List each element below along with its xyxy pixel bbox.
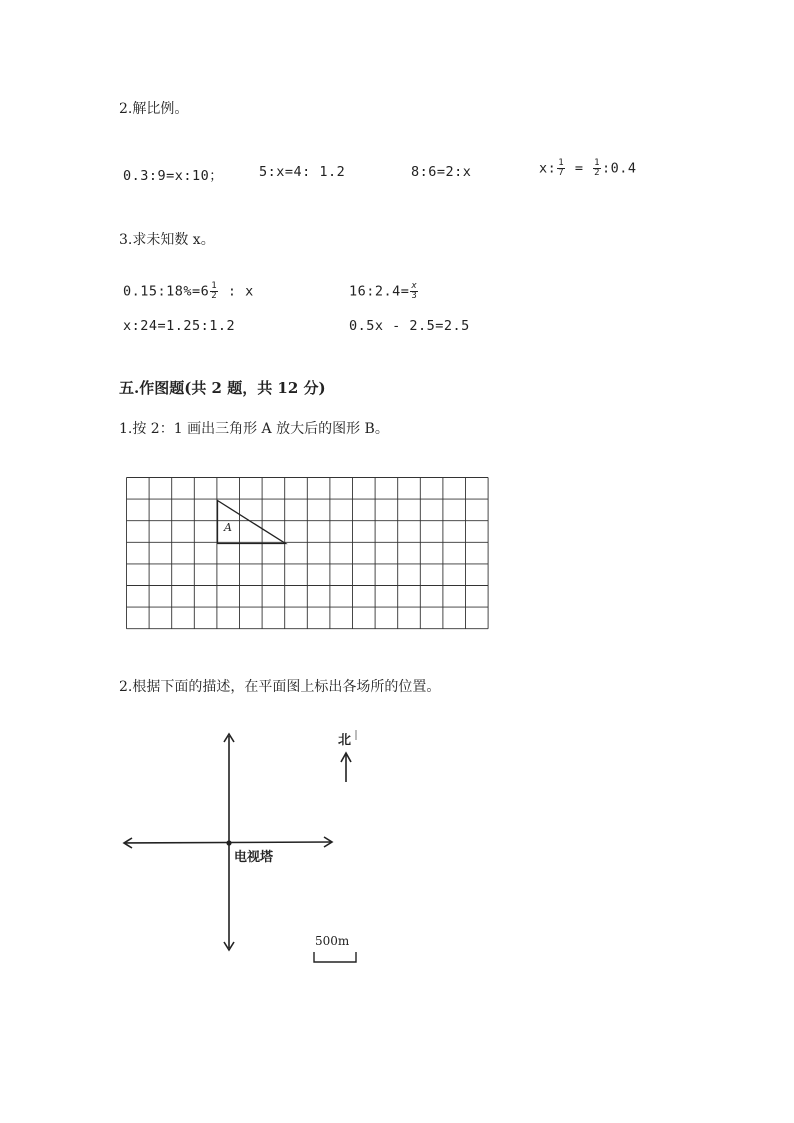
fraction-one-half <box>210 282 218 301</box>
proportion-item-3: 8:6=2:x <box>411 164 472 180</box>
fraction-numerator: 1 <box>558 158 565 168</box>
fraction-one-seventh <box>557 159 565 178</box>
triangle-a-label: A <box>224 521 232 534</box>
equals-sign: = <box>566 160 593 177</box>
item-4-suffix: :0.4 <box>602 160 637 177</box>
unknown-item-4: 0.5x - 2.5=2.5 <box>349 318 470 334</box>
origin-label: 电视塔 <box>234 850 274 865</box>
scale-label: 500m <box>315 934 350 948</box>
proportion-item-2: 5:x=4: 1.2 <box>259 164 346 180</box>
proportion-item-1: 0.3:9=x:10； <box>123 168 224 184</box>
proportion-item-4 <box>539 159 637 178</box>
item-4-prefix: x: <box>539 160 557 177</box>
fraction-numerator: x <box>411 281 418 291</box>
question-2-title: 2.解比例。 <box>119 101 189 117</box>
fraction-denominator: 2 <box>211 291 218 301</box>
fraction-numerator: 1 <box>594 158 600 168</box>
fraction-denominator: 3 <box>411 291 418 301</box>
fraction-denominator: 7 <box>558 168 565 178</box>
unknown-item-3: x:24=1.25:1.2 <box>123 318 236 334</box>
section-5-heading: 五.作图题(共 2 题，共 12 分) <box>119 379 326 397</box>
fraction-x-over-3 <box>410 282 418 301</box>
north-label: 北 <box>338 733 352 748</box>
plan-map <box>118 726 378 966</box>
drawing-grid <box>124 474 492 632</box>
origin-point <box>226 840 231 845</box>
drawing-question-1-title: 1.按 2：1 画出三角形 A 放大后的图形 B。 <box>119 421 389 437</box>
drawing-question-2-title: 2.根据下面的描述，在平面图上标出各场所的位置。 <box>119 679 441 695</box>
unknown-item-2 <box>349 282 419 301</box>
grid-lines <box>127 478 489 629</box>
fraction-one-half <box>593 159 601 178</box>
scale-bar <box>314 952 356 962</box>
question-3-title: 3.求未知数 x。 <box>119 232 215 248</box>
item-1-suffix: : x <box>219 283 254 300</box>
item-1-prefix: 0.15:18%=6 <box>123 283 210 300</box>
fraction-denominator: 2 <box>594 168 600 178</box>
unknown-item-1 <box>123 282 254 301</box>
item-2-prefix: 16:2.4= <box>349 283 410 300</box>
fraction-numerator: 1 <box>211 281 218 291</box>
